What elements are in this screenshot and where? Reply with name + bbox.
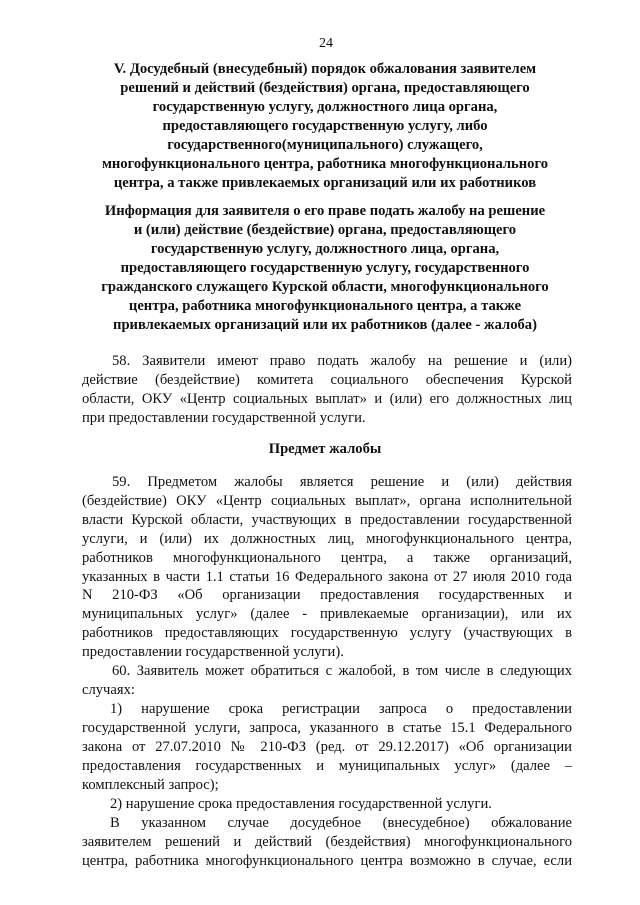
text-line: центра, работника многофункционального центра возможно в случае, если: [82, 852, 572, 869]
text-line: муниципальных услуг» (далее - привлекаемые организации), или их: [82, 606, 572, 623]
text-line: власти Курской области, участвующих в предоставлении государственной: [82, 511, 572, 528]
text-line: заявителем решений и действий (бездействия) многофункционального: [82, 833, 572, 850]
heading-line: государственную услугу, должностного лица органа,: [152, 99, 498, 115]
heading-line: Информация для заявителя о его праве подать жалобу на решение: [104, 203, 546, 219]
text-line: комплексный запрос);: [82, 776, 219, 793]
list-item-2: [82, 795, 572, 814]
section-5-heading: [70, 60, 580, 193]
text-line: закона от 27.07.2010 № 210-ФЗ (ред. от 29.12.2017) «Об организации: [82, 738, 572, 755]
heading-line: решений и действий (бездействия) органа, предоставляющего: [120, 80, 530, 96]
text-line: N 210-ФЗ «Об организации предоставления государственных и: [82, 587, 572, 604]
text-line: предоставлении государственной услуги).: [82, 644, 344, 661]
list-item-1: [82, 700, 572, 795]
text-line: работников предоставляющих государственную услугу (участвующих в: [82, 625, 572, 642]
heading-line: предоставляющего государственную услугу, либо: [162, 118, 488, 134]
text-line: предоставления государственных и муниципальных услуг» (далее –: [82, 757, 572, 774]
text-line: 1) нарушение срока регистрации запроса о предоставлении: [110, 701, 572, 717]
heading-line: и (или) действие (бездействие) органа, предоставляющего: [133, 222, 517, 238]
text-line: действие (бездействие) комитета социального обеспечения Курской: [82, 371, 572, 388]
heading-line: центра, а также привлекаемых организаций или их работников: [113, 175, 537, 191]
info-heading: [70, 202, 580, 335]
heading-line: многофункционального центра, работника многофункционального: [101, 156, 549, 172]
paragraph-58: [82, 352, 572, 428]
text-line: указанных в части 1.1 статьи 16 Федерального закона от 27 июля 2010 года: [82, 568, 572, 585]
heading-line: V. Досудебный (внесудебный) порядок обжалования заявителем: [113, 61, 537, 77]
text-line: 58. Заявители имеют право подать жалобу на решение и (или): [112, 353, 572, 369]
text-line: 59. Предметом жалобы является решение и (или) действия: [112, 474, 572, 490]
heading-line: привлекаемых организаций или их работников (далее - жалоба): [113, 317, 537, 333]
heading-line: центра, работника многофункционального центра, а также: [128, 298, 522, 314]
text-line: В указанном случае досудебное (внесудебное) обжалование: [110, 815, 572, 831]
heading-line: государственную услугу, должностного лица, органа,: [150, 241, 500, 257]
text-line: работников многофункционального центра, а также организаций,: [82, 549, 572, 566]
heading-line: предоставляющего государственную услугу, государственного: [120, 260, 530, 276]
text-line: области, ОКУ «Центр социальных выплат» и (или) его должностных лиц: [82, 390, 572, 407]
paragraph-59: [82, 473, 572, 662]
paragraph-case: [82, 814, 572, 871]
heading-line: Предмет жалобы: [268, 441, 382, 457]
text-line: государственной услуги, запроса, указанного в статье 15.1 Федерального: [82, 719, 572, 736]
paragraph-60: [82, 662, 572, 700]
text-line: 2) нарушение срока предоставления государственной услуги.: [110, 796, 492, 812]
text-line: 60. Заявитель может обратиться с жалобой, в том числе в следующих: [112, 663, 572, 679]
subject-heading: [70, 440, 580, 459]
text-line: (бездействие) ОКУ «Центр социальных выплат», органа исполнительной: [82, 492, 572, 509]
text-line: при предоставлении государственной услуги.: [82, 409, 366, 426]
text-line: услуги, и (или) их должностных лиц, многофункционального центра,: [82, 530, 572, 547]
page-number: 24: [319, 36, 333, 51]
heading-line: государственного(муниципального) служащего,: [167, 137, 483, 153]
heading-line: гражданского служащего Курской области, многофункционального: [101, 279, 549, 295]
text-line: случаях:: [82, 681, 135, 698]
